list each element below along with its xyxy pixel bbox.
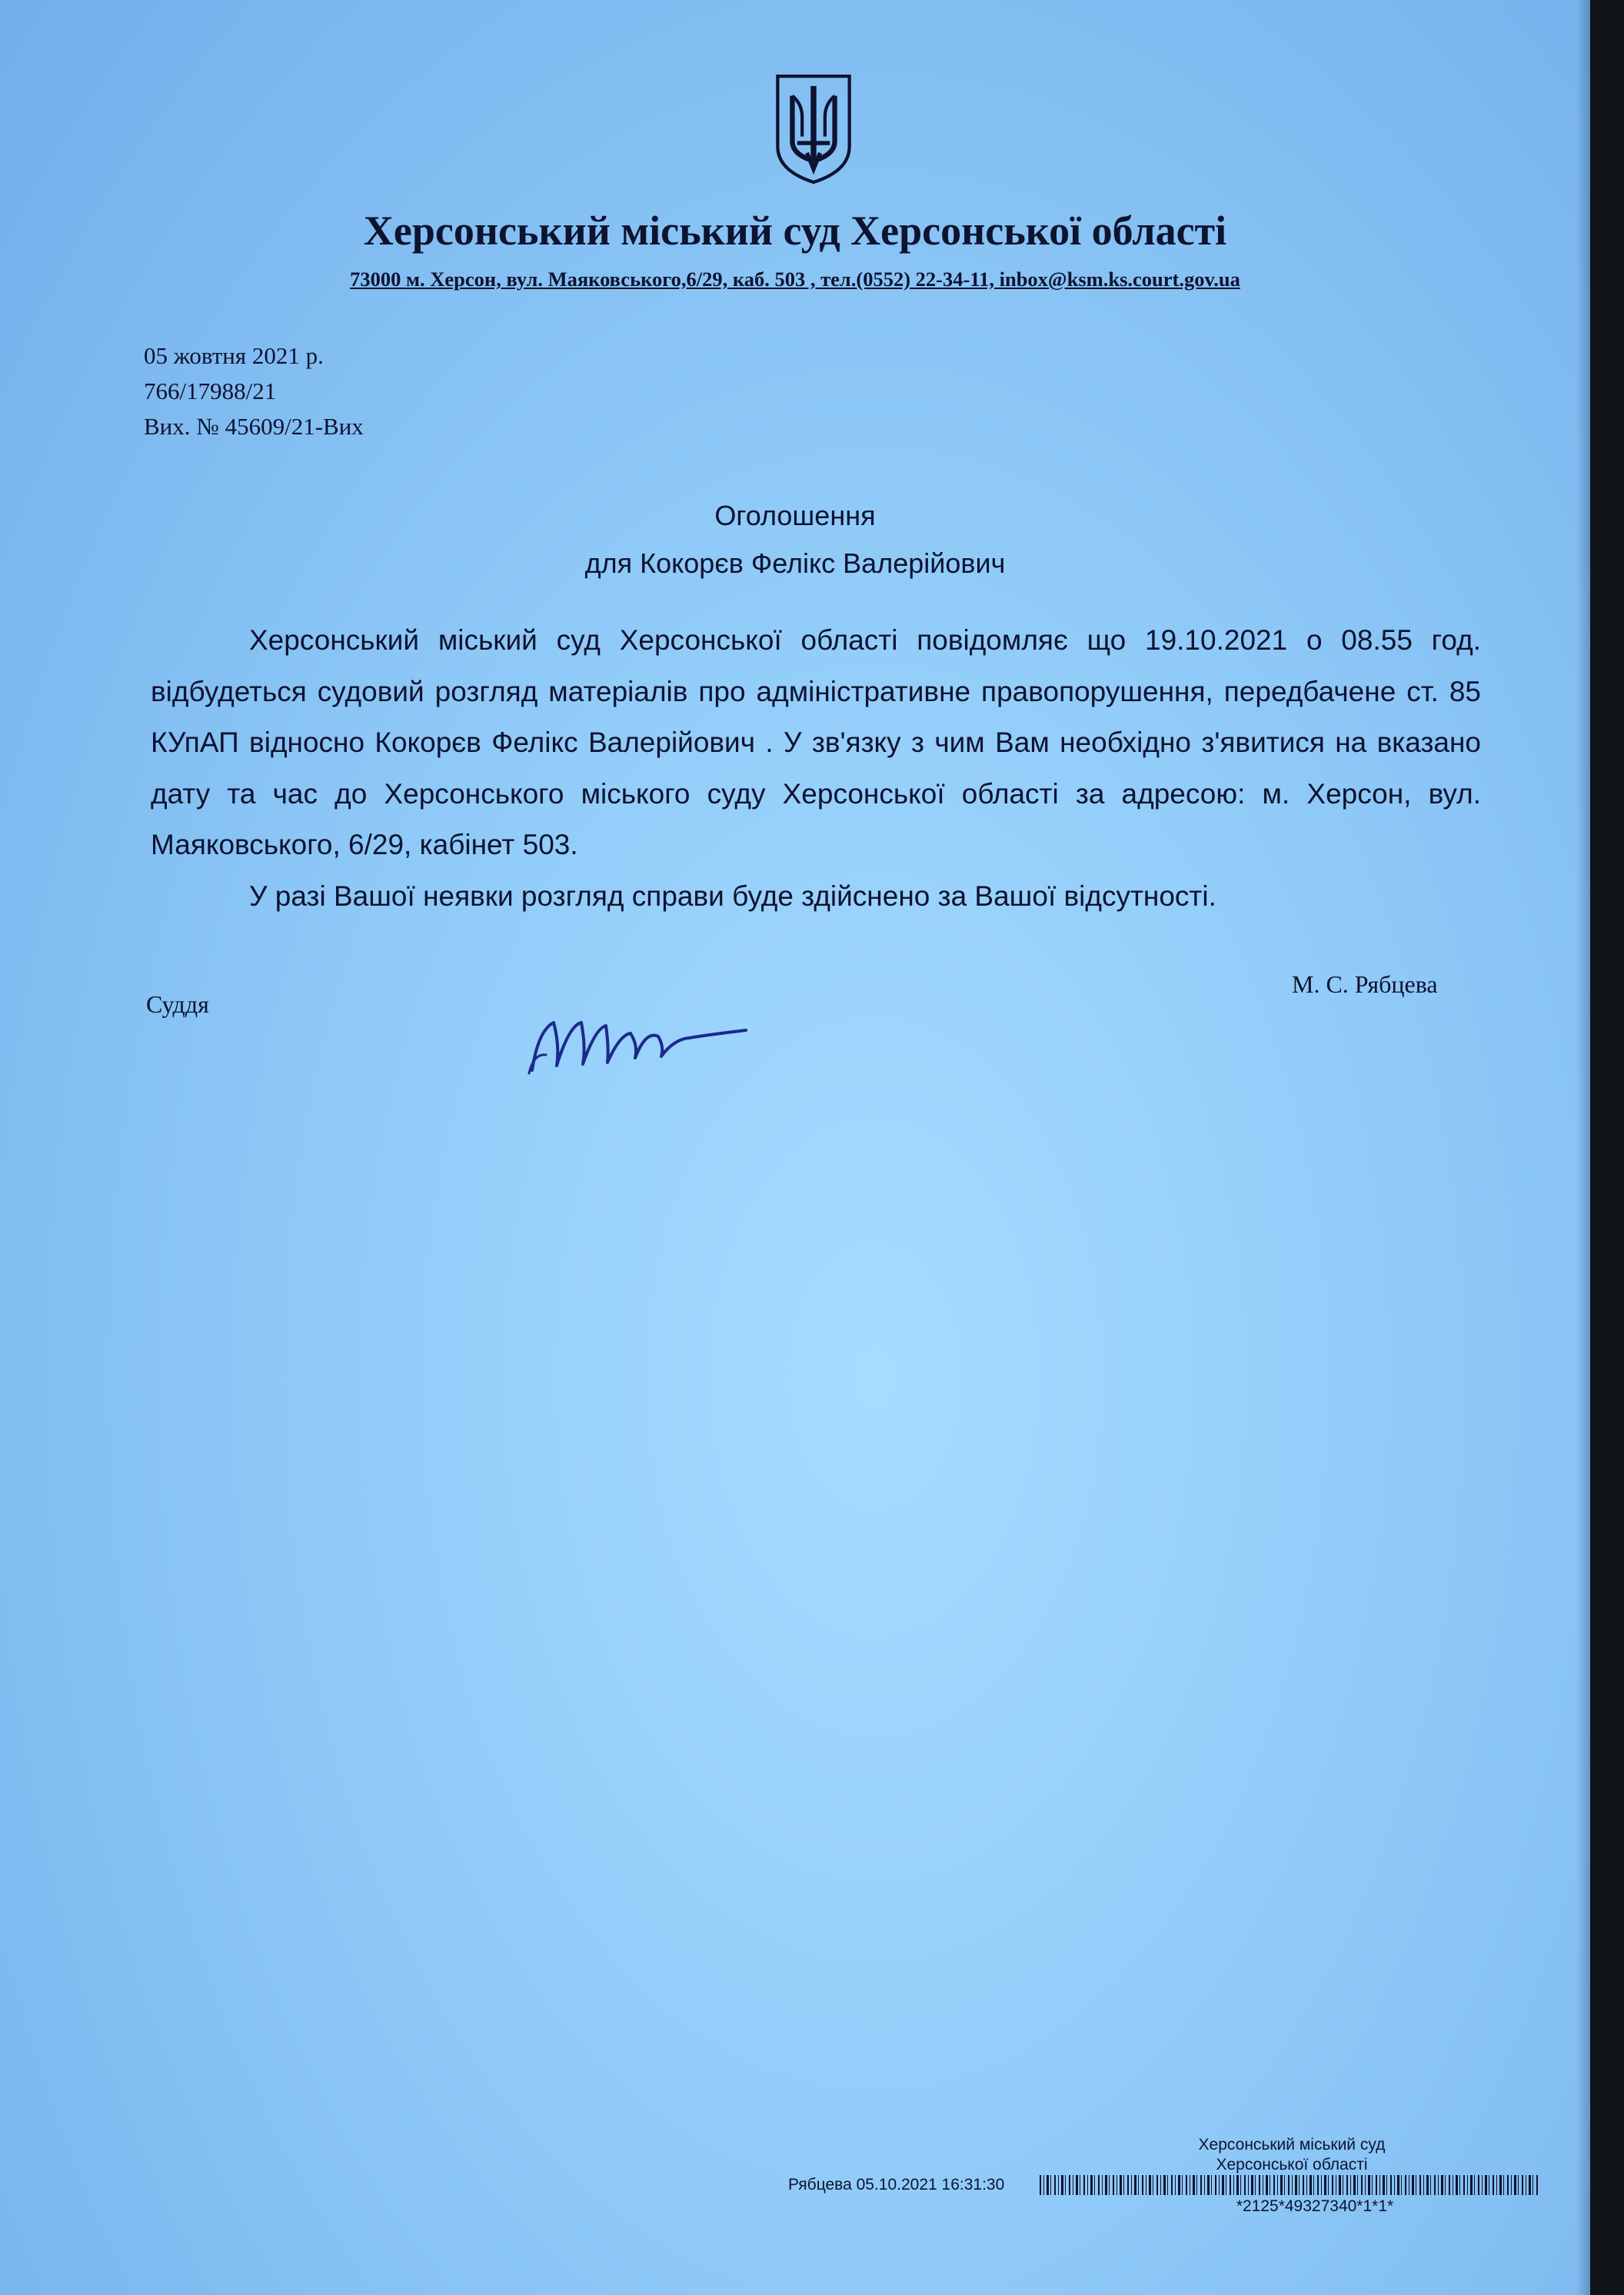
stamp-signed-by: Рябцева 05.10.2021 16:31:30 <box>788 2176 1005 2194</box>
notice-recipient: для Кокорєв Фелікс Валерійович <box>584 547 1006 579</box>
notice-paragraph-1: Херсонський міський суд Херсонської області повідомляє що 19.10.2021 о 08.55 год. відбудеться судовий розгляд матеріалів про адміністративне правопорушення, передбачене ст. 85 КУпАП відносно Кокорєв Фелікс Валерійович . У зв'язку з чим Вам необхідно з'явитися на вказано дату та час до Херсонського міського суду Херсонської області за адресою: м. Херсон, вул. Маяковського, 6/29, кабінет 503. <box>151 624 1481 860</box>
document-meta <box>144 338 364 444</box>
judge-name: М. С. Рябцева <box>1292 970 1438 998</box>
stamp-court-line-2: Херсонської області <box>1216 2156 1368 2174</box>
barcode-code: *2125*49327340*1*1* <box>1236 2197 1394 2215</box>
notice-paragraph-2: У разі Вашої неявки розгляд справи буде здійснено за Вашої відсутності. <box>249 880 1216 912</box>
outgoing-number: Вих. № 45609/21-Вих <box>144 413 364 440</box>
court-address-line: 73000 м. Херсон, вул. Маяковського,6/29, каб. 503 , тел.(0552) 22-34-11, inbox@ksm.ks.court.gov.ua <box>350 268 1240 291</box>
notice-title: Оголошення <box>714 500 876 531</box>
handwritten-signature-icon <box>523 999 754 1084</box>
notice-heading <box>0 492 1590 587</box>
barcode-icon <box>1040 2175 1539 2195</box>
judge-role-label: Суддя <box>146 990 209 1018</box>
notice-body <box>151 615 1481 922</box>
document-date: 05 жовтня 2021 р. <box>144 342 324 369</box>
case-number: 766/17988/21 <box>144 378 277 404</box>
stamp-court-line-1: Херсонський міський суд <box>1198 2136 1386 2154</box>
court-name-heading: Херсонський міський суд Херсонської області <box>363 208 1227 254</box>
trident-coat-of-arms-icon <box>773 71 854 186</box>
